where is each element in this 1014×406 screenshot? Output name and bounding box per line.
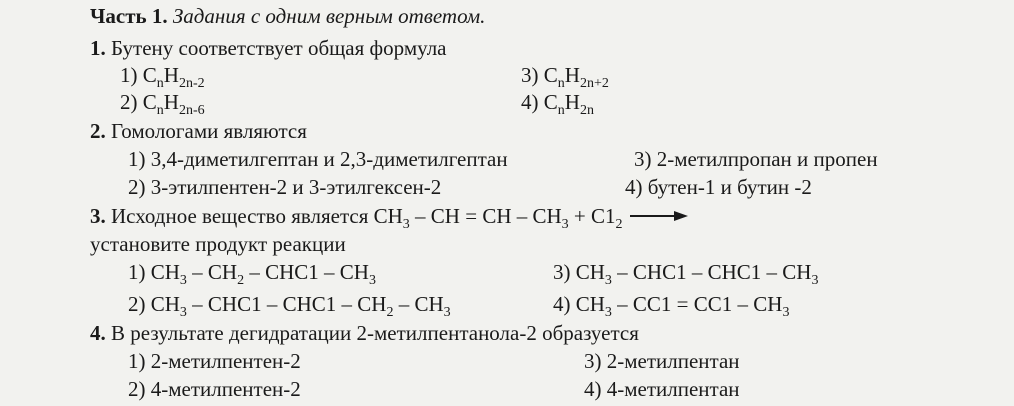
- question-4: [90, 321, 639, 345]
- q2-option-4: 4) бутен-1 и бутин -2: [625, 175, 812, 199]
- part-prefix: Часть 1.: [90, 4, 168, 28]
- q4-option-4: 4) 4-метилпентан: [584, 377, 740, 401]
- q4-text: В результате дегидратации 2-метилпентанола-2 образуется: [105, 321, 639, 345]
- q4-number: 4.: [90, 321, 106, 345]
- q1-text: Бутену соответствует общая формула: [111, 36, 447, 60]
- q3-option-1: 1) $CH_3 - CH_2 - CHC1 - CH_3$: [128, 260, 376, 288]
- q2-text: Гомологами являются: [111, 119, 307, 143]
- q4-option-2: 2) 4-метилпентен-2: [128, 377, 301, 401]
- q2-number: 2.: [90, 119, 106, 143]
- q1-option-3: 3) $C_nH_{2n+2}$: [521, 63, 609, 91]
- part-title: Задания с одним верным ответом.: [172, 4, 486, 28]
- q4-option-3: 3) 2-метилпентан: [584, 349, 740, 373]
- q3-option-2: 2) $CH_3 - CHC1 - CHC1 - CH_2 - CH_3$: [128, 292, 451, 320]
- q3-number: 3.: [90, 204, 106, 228]
- q2-option-2: 2) 3-этилпентен-2 и 3-этилгексен-2: [128, 175, 442, 199]
- q2-option-1: 1) 3,4-диметилгептан и 2,3-диметилгептан: [128, 147, 508, 171]
- q1-option-2: 2) $C_nH_{2n-6}$: [120, 90, 205, 118]
- reaction-arrow-icon: [628, 210, 690, 222]
- q3-text: Исходное вещество является CH: [111, 204, 403, 228]
- question-1: [90, 36, 447, 60]
- question-3: 3. Исходное вещество является $CH_3$ – CH = CH – $CH_3 + C1_2$: [90, 204, 690, 228]
- q1-number: 1.: [90, 36, 106, 60]
- q1-option-4: 4) $C_nH_{2n}$: [521, 90, 594, 118]
- q3-option-4: 4) $CH_3 - CC1 = CC1 - CH_3$: [553, 292, 790, 320]
- q2-option-3: 3) 2-метилпропан и пропен: [634, 147, 878, 171]
- q3-option-3: 3) $CH_3 - CHC1 - CHC1 - CH_3$: [553, 260, 819, 288]
- q4-option-1: 1) 2-метилпентен-2: [128, 349, 301, 373]
- part-heading: [90, 4, 485, 28]
- q1-option-1: 1) $C_nH_{2n-2}$: [120, 63, 205, 91]
- question-2: [90, 119, 307, 143]
- q3-subprompt: установите продукт реакции: [90, 232, 346, 256]
